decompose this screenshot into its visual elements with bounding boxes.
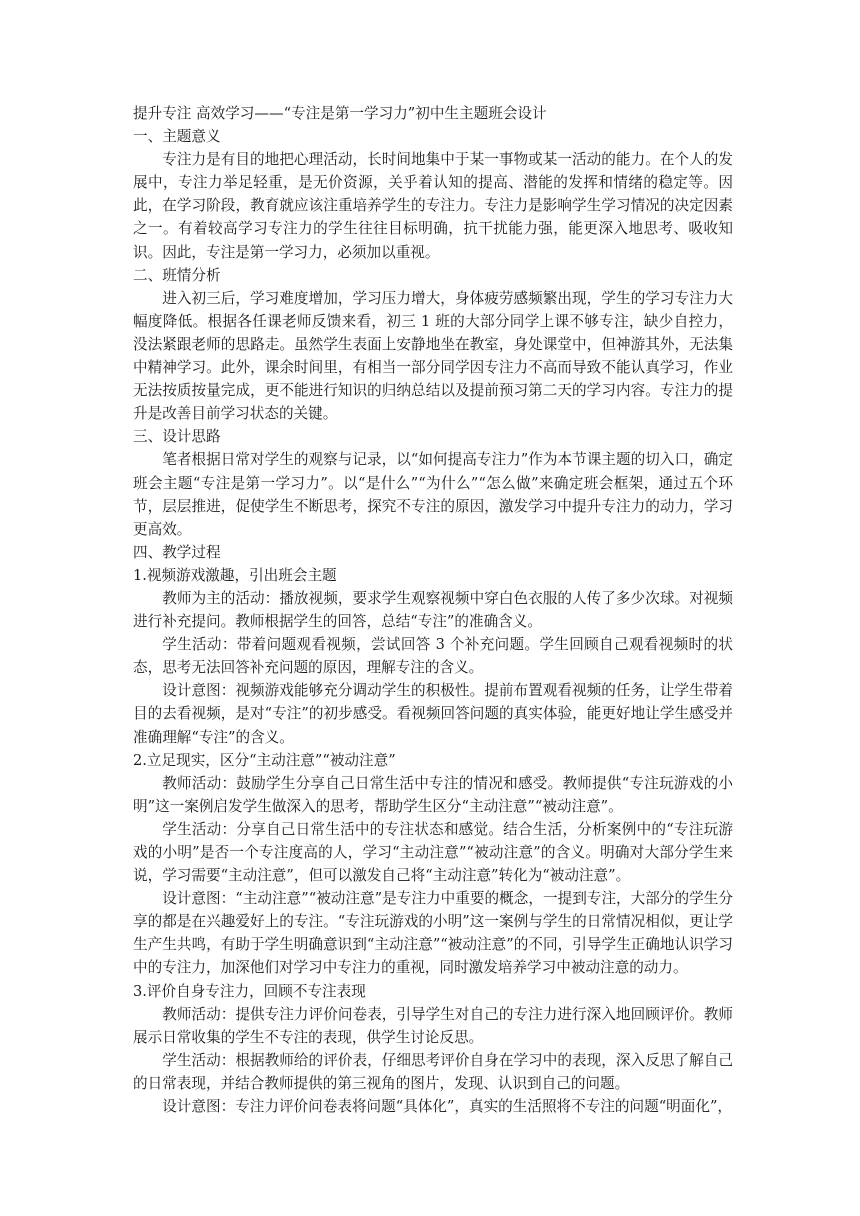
step-heading-2: 2.立足现实，区分“主动注意”“被动注意” [133,751,396,769]
document-page [133,102,733,1118]
paragraph: 教师活动：提供专注力评价问卷表，引导学生对自己的专注力进行深入地回顾评价。教师展示日常收集的学生不专注的表现，供学生讨论反思。 [133,1005,733,1046]
section-heading-meaning: 一、主题意义 [133,128,221,146]
section-heading-class-analysis: 二、班情分析 [133,266,221,284]
paragraph: 教师为主的活动：播放视频，要求学生观察视频中穿白色衣服的人传了多少次球。对视频进行补充提问。教师根据学生的回答，总结“专注”的准确含义。 [133,589,733,631]
document-title: 提升专注 高效学习——“专注是第一学习力”初中生主题班会设计 [133,105,547,122]
section-heading-teaching-process: 四、教学过程 [133,543,221,561]
paragraph: 学生活动：根据教师给的评价表，仔细思考评价自身在学习中的表现，深入反思了解自己的日常表现，并结合教师提供的第三视角的图片，发现、认识到自己的问题。 [133,1051,733,1092]
section-heading-design-ideas: 三、设计思路 [133,428,221,446]
step-heading-3: 3.评价自身专注力，回顾不专注表现 [133,982,366,1000]
paragraph: 学生活动：分享自己日常生活中的专注状态和感觉。结合生活，分析案例中的“专注玩游戏的小明”是否一个专注度高的人，学习“主动注意”“被动注意”的含义。明确对大部分学生来说，学习需要“主动注意”，但可以激发自己将“主动注意”转化为“被动注意”。 [133,820,733,885]
paragraph: 专注力是有目的地把心理活动，长时间地集中于某一事物或某一活动的能力。在个人的发展中，专注力举足轻重，是无价资源，关乎着认知的提高、潜能的发挥和情绪的稳定等。因此，在学习阶段，教育就应该注重培养学生的专注力。专注力是影响学生学习情况的决定因素之一。有着较高学习专注力的学生往往目标明确，抗干扰能力强，能更深入地思考、吸收知识。因此，专注是第一学习力，必须加以重视。 [133,151,733,261]
paragraph: 设计意图：专注力评价问卷表将问题“具体化”，真实的生活照将不专注的问题“明面化”， [162,1098,733,1116]
paragraph: 学生活动：带着问题观看视频，尝试回答 3 个补充问题。学生回顾自己观看视频时的状态，思考无法回答补充问题的原因，理解专注的含义。 [133,636,733,677]
paragraph: 教师活动：鼓励学生分享自己日常生活中专注的情况和感受。教师提供“专注玩游戏的小明”这一案例启发学生做深入的思考，帮助学生区分“主动注意”“被动注意”。 [133,774,733,815]
paragraph: 进入初三后，学习难度增加，学习压力增大，身体疲劳感频繁出现，学生的学习专注力大幅度降低。根据各任课老师反馈来看，初三 1 班的大部分同学上课不够专注，缺少自控力，没法紧跟老师的思路走。虽然学生表面上安静地坐在教室，身处课堂中，但神游其外，无法集中精神学习。此外，课余时间里，有相当一部分同学因专注力不高而导致不能认真学习，作业无法按质按量完成，更不能进行知识的归纳总结以及提前预习第二天的学习内容。专注力的提升是改善目前学习状态的关键。 [133,289,733,423]
step-heading-1: 1.视频游戏激趣，引出班会主题 [133,566,337,584]
paragraph: 设计意图：视频游戏能够充分调动学生的积极性。提前布置观看视频的任务，让学生带着目的去看视频，是对“专注”的初步感受。看视频回答问题的真实体验，能更好地让学生感受并准确理解“专注”的含义。 [133,682,733,746]
paragraph: 设计意图：“主动注意”“被动注意”是专注力中重要的概念，一提到专注，大部分的学生分享的都是在兴趣爱好上的专注。“专注玩游戏的小明”这一案例与学生的日常情况相似，更让学生产生共鸣，有助于学生明确意识到“主动注意”“被动注意”的不同，引导学生正确地认识学习中的专注力，加深他们对学习中专注力的重视，同时激发培养学习中被动注意的动力。 [133,890,733,977]
paragraph: 笔者根据日常对学生的观察与记录，以“如何提高专注力”作为本节课主题的切入口，确定班会主题“专注是第一学习力”。以“是什么”“为什么”“怎么做”来确定班会框架，通过五个环节，层层推进，促使学生不断思考，探究不专注的原因，激发学习中提升专注力的动力，学习更高效。 [133,451,733,538]
